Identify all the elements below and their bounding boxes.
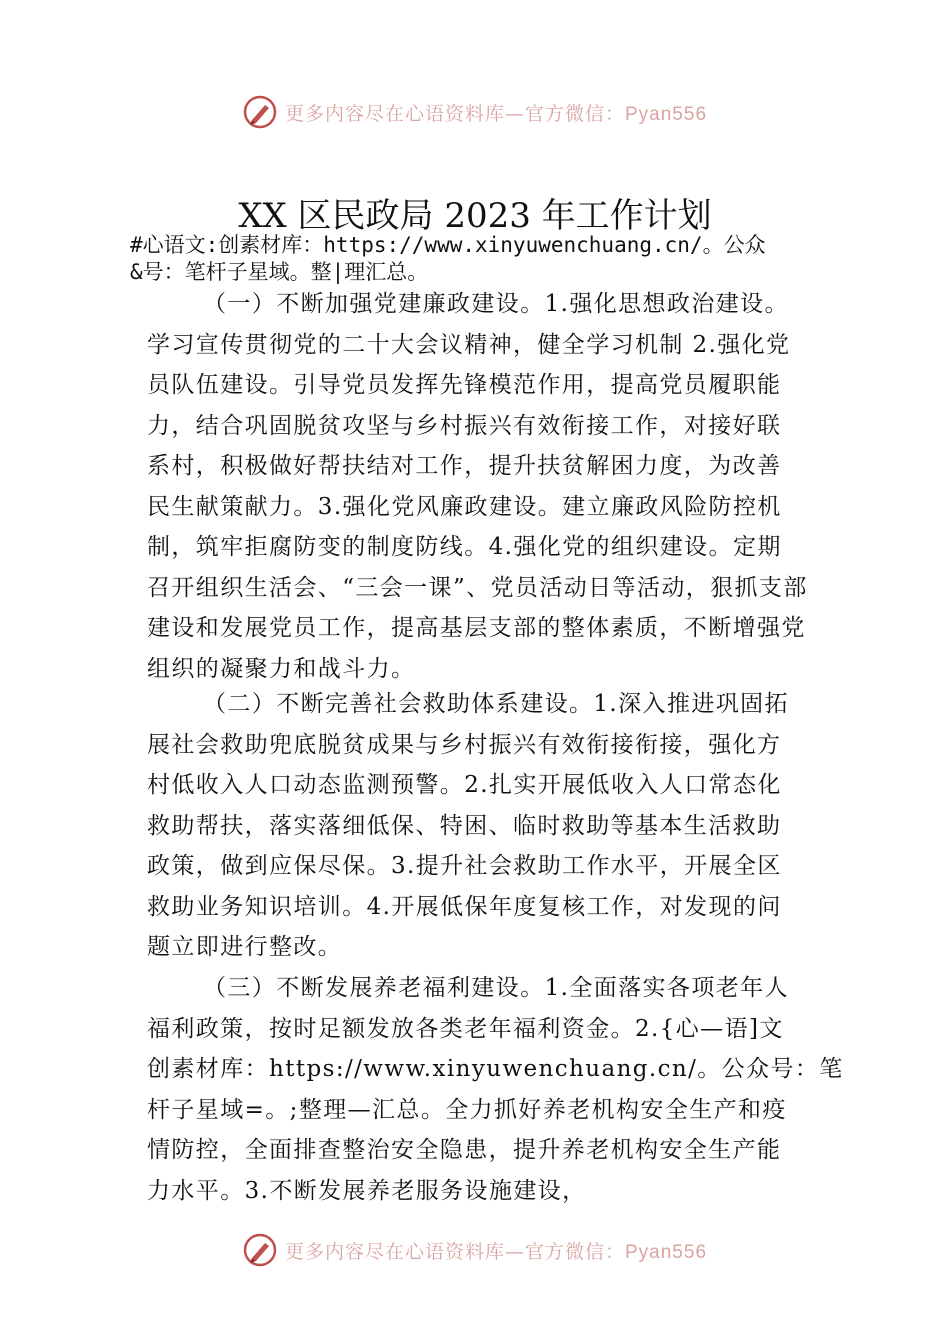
paragraph-line: （一）不断加强党建廉政建设。1.强化思想政治建设。 [203, 291, 789, 317]
paragraph-line: 创素材库：https://www.xinyuwenchuang.cn/。公众号：笔 [147, 1056, 844, 1082]
paragraph-party-building [147, 284, 819, 689]
watermark-text: 更多内容尽在心语资料库—官方微信：Pyan556 [284, 102, 708, 125]
watermark-wechat-id: Pyan556 [625, 103, 708, 125]
paragraph-line: 力，结合巩固脱贫攻坚与乡村振兴有效衔接工作，对接好联 [147, 412, 782, 439]
paragraph-line: 学习宣传贯彻党的二十大会议精神，健全学习机制 2.强化党 [147, 331, 791, 358]
pen-logo-icon [243, 95, 277, 129]
paragraph-line: 题立即进行整改。 [147, 934, 343, 960]
watermark-header [0, 95, 950, 129]
watermark-footer [0, 1233, 950, 1267]
paragraph-line: 员队伍建设。引导党员发挥先锋模范作用，提高党员履职能 [147, 372, 782, 398]
source-notice-line: #心语文:创素材库：https://www.xinyuwenchuang.cn/。公众 [130, 233, 766, 257]
paragraph-line: （三）不断发展养老福利建设。1.全面落实各项老年人 [203, 975, 789, 1001]
pen-logo-icon [243, 1233, 277, 1267]
paragraph-line: 救助业务知识培训。4.开展低保年度复核工作，对发现的问 [147, 893, 782, 920]
paragraph-elderly-welfare [147, 968, 844, 1211]
paragraph-line: 情防控，全面排查整治安全隐患，提升养老机构安全生产能 [147, 1137, 782, 1163]
paragraph-line: 政策，做到应保尽保。3.提升社会救助工作水平，开展全区 [147, 853, 782, 879]
paragraph-line: 系村，积极做好帮扶结对工作，提升扶贫解困力度，为改善 [147, 453, 782, 479]
source-notice-line: &号：笔杆子星域。整|理汇总。 [130, 260, 429, 284]
paragraph-line: 福利政策，按时足额发放各类老年福利资金。2.{心—语]文 [147, 1015, 784, 1042]
paragraph-line: 召开组织生活会、“三会一课”、党员活动日等活动，狠抓支部 [147, 574, 808, 601]
paragraph-line: 组织的凝聚力和战斗力。 [147, 655, 416, 682]
paragraph-line: 民生献策献力。3.强化党风廉政建设。建立廉政风险防控机 [147, 493, 782, 520]
paragraph-line: 力水平。3.不断发展养老服务设施建设， [147, 1177, 587, 1204]
paragraph-line: 杆子星域=。;整理—汇总。全力抓好养老机构安全生产和疫 [147, 1096, 787, 1123]
paragraph-line: 村低收入人口动态监测预警。2.扎实开展低收入人口常态化 [147, 772, 782, 798]
watermark-wechat-id: Pyan556 [625, 1241, 708, 1263]
paragraph-line: 救助帮扶，落实落细低保、特困、临时救助等基本生活救助 [147, 812, 782, 839]
paragraph-social-assistance [147, 684, 819, 968]
paragraph-line: 展社会救助兜底脱贫成果与乡村振兴有效衔接衔接，强化方 [147, 731, 782, 758]
document-title: XX 区民政局 2023 年工作计划 [238, 196, 712, 236]
paragraph-line: 制，筑牢拒腐防变的制度防线。4.强化党的组织建设。定期 [147, 534, 782, 560]
paragraph-line: （二）不断完善社会救助体系建设。1.深入推进巩固拓 [203, 691, 789, 717]
watermark-text: 更多内容尽在心语资料库—官方微信：Pyan556 [284, 1240, 708, 1263]
paragraph-line: 建设和发展党员工作，提高基层支部的整体素质，不断增强党 [147, 615, 806, 641]
